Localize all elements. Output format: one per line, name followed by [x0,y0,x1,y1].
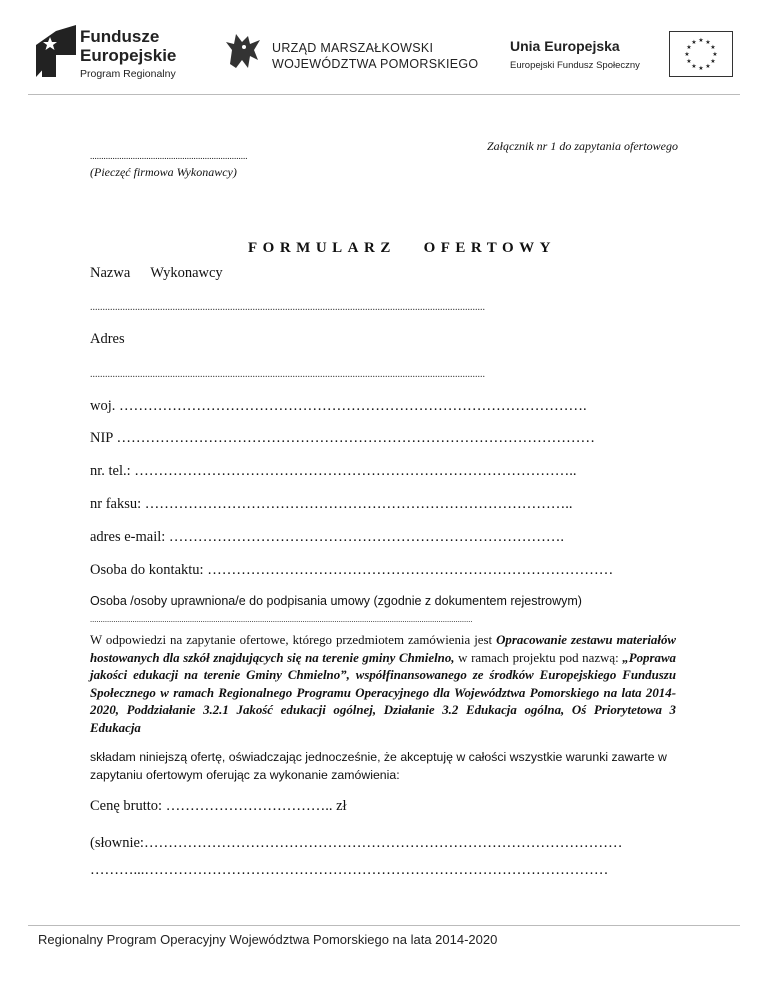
contact-person-field[interactable]: Osoba do kontaktu: ………………………………………………………………………… [90,562,614,578]
svg-text:★: ★ [705,39,711,46]
offer-intro-paragraph: W odpowiedzi na zapytanie ofertowe, którego przedmiotem zamówienia jest Opracowanie zestawu materiałów hostowanych dla szkół znajdujących się na terenie gminy Chmielno, w ramach projektu pod nazwą: „Poprawa jakości edukacji na terenie Gminy Chmielno”, współfinansowanego ze środków Europejskiego Funduszu Społecznego w ramach Regionalnego Programu Operacyjnego dla Województwa Pomorskiego na lata 2014-2020, Poddziałanie 3.2.1 Jakość edukacji ogólnej, Działanie 3.2 Edukacja ogólna, Oś Priorytetowa 3 Edukacja [90,633,676,735]
svg-text:★: ★ [705,63,711,70]
contractor-name-label: Nazwa Wykonawcy [90,265,223,281]
address-field[interactable]: .............................................................................................................................................................. [90,369,485,380]
voivodeship-field[interactable]: woj. ……………………………………………………………………………………. [90,398,587,414]
phone-field[interactable]: nr. tel.: ……………………………………………………………………………….. [90,463,577,479]
price-in-words-field[interactable]: (słownie:……………………………………………………………………………………… [90,835,623,851]
svg-text:★: ★ [686,58,692,65]
nip-field[interactable]: NIP ……………………………………………………………………………………… [90,430,595,446]
annex-label: Załącznik nr 1 do zapytania ofertowego [487,139,678,153]
stamp-caption: (Pieczęć firmowa Wykonawcy) [90,165,237,179]
svg-text:★: ★ [691,39,697,46]
authorized-person-label: Osoba /osoby uprawniona/e do podpisania umowy (zgodnie z dokumentem rejestrowym) [90,594,582,608]
authorized-person-field[interactable]: .................................................................................................................................................................................... [90,614,473,624]
svg-text:★: ★ [698,37,704,44]
stamp-dotted-line: ...................................................................... [90,151,248,161]
svg-text:★: ★ [710,58,716,65]
form-title: FORMULARZ OFERTOWY [248,240,556,256]
email-field[interactable]: adres e-mail: ………………………………………………………………………. [90,529,565,545]
svg-text:★: ★ [686,44,692,51]
footer-divider [28,925,740,926]
eu-flag-icon [669,31,733,77]
footer-text: Regionalny Program Operacyjny Województwa Pomorskiego na lata 2014-2020 [38,932,498,947]
pomorskie-griffin-emblem [222,30,264,72]
svg-text:★: ★ [710,44,716,51]
fundusze-europejskie-logo [36,25,76,77]
declaration-text: składam niniejszą ofertę, oświadczając jednocześnie, że akceptuję w całości wszystkie warunki zawarte w zapytaniu ofertowym oferując za wykonanie zamówienia: [90,750,667,782]
svg-text:★: ★ [691,63,697,70]
contractor-name-field[interactable]: .............................................................................................................................................................. [90,302,485,313]
fax-field[interactable]: nr faksu: …………………………………………………………………………….. [90,496,573,512]
svg-text:★: ★ [712,51,718,58]
svg-text:★: ★ [698,65,704,72]
urzad-marszalkowski-text: URZĄD MARSZAŁKOWSKI WOJEWÓDZTWA POMORSKIEGO [272,41,479,71]
unia-europejska-text: Unia Europejska Europejski Fundusz Społeczny [510,38,640,71]
fundusze-europejskie-text: Fundusze Europejskie Program Regionalny [80,27,177,80]
address-label: Adres [90,331,125,347]
price-in-words-continuation[interactable]: ………...…………………………………………………………………………………… [90,862,609,878]
gross-price-field[interactable]: Cenę brutto: …………………………….. zł [90,798,347,814]
header-divider [28,94,740,95]
svg-text:★: ★ [684,51,690,58]
